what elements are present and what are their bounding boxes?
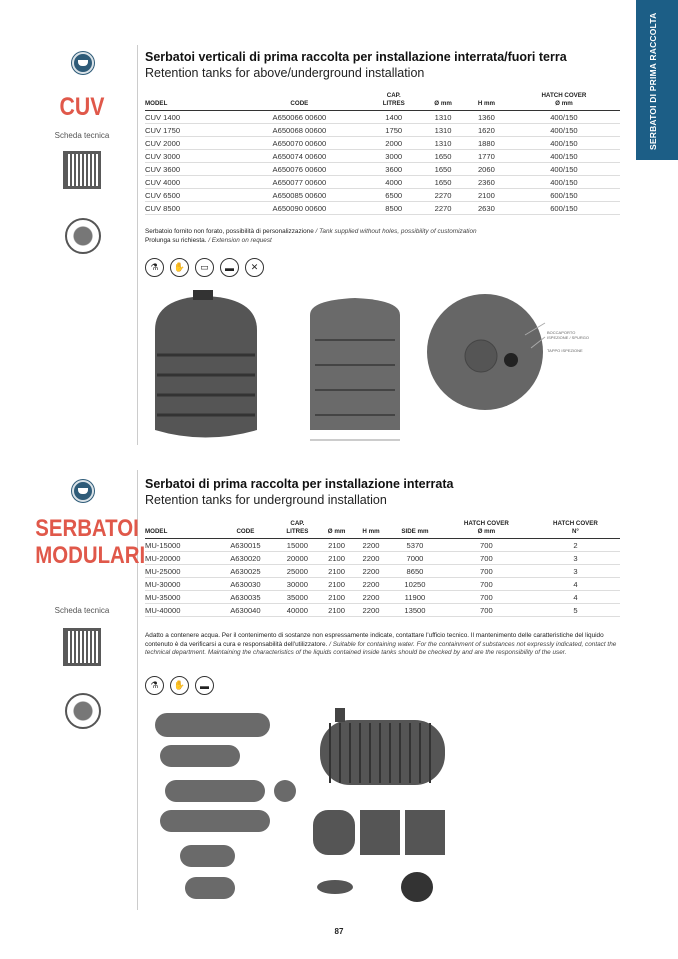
warranty-seal-icon <box>65 218 101 254</box>
column-header-text: CODE <box>236 528 255 535</box>
table-cell: CUV 8500 <box>145 202 232 215</box>
hand-icon: ✋ <box>170 676 189 695</box>
column-header <box>442 520 531 539</box>
table-cell: MU-40000 <box>145 604 215 617</box>
table-cell: CUV 1400 <box>145 111 232 124</box>
table-cell: A630015 <box>215 539 275 552</box>
table-cell: 1310 <box>421 137 465 150</box>
section-title: Serbatoi di prima raccolta per installazione interrata <box>145 477 454 491</box>
table-cell: 700 <box>442 604 531 617</box>
section-title: Serbatoi verticali di prima raccolta per installazione interrata/fuori terra <box>145 50 567 64</box>
column-header-text: LITRES <box>382 100 405 107</box>
column-header-text: Ø mm <box>327 528 346 535</box>
table-cell: 600/150 <box>508 189 620 202</box>
table-cell: 15000 <box>276 539 320 552</box>
table-cell: A630035 <box>215 591 275 604</box>
table-cell: CUV 6500 <box>145 189 232 202</box>
note-it: Serbatoio fornito non forato, possibilità di personalizzazione <box>145 228 314 235</box>
table-cell: MU-15000 <box>145 539 215 552</box>
no-stacking-icon: ✕ <box>245 258 264 277</box>
table-cell: 35000 <box>276 591 320 604</box>
table-cell: 5370 <box>388 539 442 552</box>
table-cell: 6500 <box>366 189 421 202</box>
table-cell: CUV 3600 <box>145 163 232 176</box>
table-cell: A630025 <box>215 565 275 578</box>
column-header-text: MODEL <box>145 100 168 107</box>
table-cell: 1880 <box>465 137 508 150</box>
column-header <box>531 520 620 539</box>
cuv-spec-table <box>145 92 620 215</box>
table-cell: 30000 <box>276 578 320 591</box>
divider <box>137 45 138 445</box>
table-cell: 1620 <box>465 124 508 137</box>
table-cell: 7000 <box>388 552 442 565</box>
column-header <box>232 92 366 111</box>
table-cell: A650090 00600 <box>232 202 366 215</box>
table-cell: A650077 00600 <box>232 176 366 189</box>
callout-label: BOCCAPORTO ISPEZIONE / SPURGO <box>547 330 590 340</box>
column-header <box>366 92 421 111</box>
table-cell: 2360 <box>465 176 508 189</box>
table-cell: 1360 <box>465 111 508 124</box>
column-header <box>319 520 354 539</box>
table-cell: 10250 <box>388 578 442 591</box>
tank-category-icon <box>72 52 94 74</box>
table-cell: 1770 <box>465 150 508 163</box>
table-cell: 400/150 <box>508 176 620 189</box>
table-cell: 5 <box>531 604 620 617</box>
feature-icons <box>145 258 264 277</box>
table-cell: MU-30000 <box>145 578 215 591</box>
tank-photo <box>155 290 257 438</box>
note-en: / Tank supplied without holes, possibility of customization <box>313 228 477 235</box>
table-row <box>145 604 620 617</box>
buried-tank-icon: ▬ <box>220 258 239 277</box>
column-header-text: H mm <box>362 528 380 535</box>
column-header-text: SIDE mm <box>401 528 429 535</box>
table-cell: 2100 <box>319 578 354 591</box>
table-cell: 2060 <box>465 163 508 176</box>
buried-tank-icon: ▬ <box>195 676 214 695</box>
table-cell: A650085 00600 <box>232 189 366 202</box>
table-cell: 2270 <box>421 202 465 215</box>
table-cell: 1310 <box>421 111 465 124</box>
tank-drawing <box>310 298 400 440</box>
tank-top-view <box>427 294 543 410</box>
table-cell: 1650 <box>421 163 465 176</box>
table-cell: 2200 <box>354 552 388 565</box>
table-cell: 4 <box>531 578 620 591</box>
table-cell: 40000 <box>276 604 320 617</box>
table-cell: 2270 <box>421 189 465 202</box>
table-cell: 4 <box>531 591 620 604</box>
table-cell: 2200 <box>354 539 388 552</box>
table-cell: 2100 <box>465 189 508 202</box>
datasheet-label: Scheda tecnica <box>54 606 110 615</box>
table-row <box>145 565 620 578</box>
table-cell: CUV 2000 <box>145 137 232 150</box>
module-parts <box>313 810 445 902</box>
column-header <box>354 520 388 539</box>
table-cell: CUV 1750 <box>145 124 232 137</box>
product-name: CUV <box>59 93 105 121</box>
table-cell: 400/150 <box>508 124 620 137</box>
modular-notes <box>145 632 620 658</box>
modular-tank-images <box>145 705 620 910</box>
table-cell: 2100 <box>319 539 354 552</box>
table-cell: 1650 <box>421 176 465 189</box>
table-cell: 2100 <box>319 604 354 617</box>
note-en: / Extension on request <box>206 236 272 244</box>
table-cell: 600/150 <box>508 202 620 215</box>
table-cell: 700 <box>442 591 531 604</box>
column-header <box>276 520 320 539</box>
column-header-text: Ø mm <box>477 528 496 535</box>
table-cell: 3600 <box>366 163 421 176</box>
table-cell: 2000 <box>366 137 421 150</box>
table-cell: 2200 <box>354 591 388 604</box>
qr-code[interactable] <box>63 151 101 189</box>
modular-tank-photo <box>320 708 445 785</box>
table-cell: 8650 <box>388 565 442 578</box>
column-header-text: Ø mm <box>434 100 452 107</box>
column-header-text: Ø mm <box>555 100 573 107</box>
product-name <box>35 515 146 569</box>
tank-category-icon <box>72 480 94 502</box>
table-row <box>145 163 620 176</box>
table-row <box>145 176 620 189</box>
table-cell: 13500 <box>388 604 442 617</box>
warranty-seal-icon <box>65 693 101 729</box>
table-row <box>145 202 620 215</box>
table-cell: A650068 00600 <box>232 124 366 137</box>
table-row <box>145 591 620 604</box>
table-cell: 700 <box>442 539 531 552</box>
section-subtitle: Retention tanks for above/underground installation <box>145 66 425 80</box>
feature-icons <box>145 676 214 695</box>
table-row <box>145 111 620 124</box>
tank-icon: ▭ <box>195 258 214 277</box>
table-cell: 1750 <box>366 124 421 137</box>
table-cell: A650074 00600 <box>232 150 366 163</box>
table-cell: A630020 <box>215 552 275 565</box>
table-cell: 2200 <box>354 578 388 591</box>
column-header-text: HATCH COVER <box>552 520 598 527</box>
callout-label: TAPPO ISPEZIONE <box>547 348 583 353</box>
table-cell: 700 <box>442 578 531 591</box>
column-header-text: N° <box>571 528 579 535</box>
qr-code[interactable] <box>63 628 101 666</box>
table-row <box>145 539 620 552</box>
table-cell: 20000 <box>276 552 320 565</box>
table-cell: 1310 <box>421 124 465 137</box>
table-cell: 400/150 <box>508 137 620 150</box>
column-header-text: LITRES <box>286 528 309 535</box>
table-cell: 700 <box>442 565 531 578</box>
table-cell: 2 <box>531 539 620 552</box>
column-header-text: HATCH COVER <box>463 520 509 527</box>
cuv-tank-images <box>145 290 620 450</box>
table-cell: 3 <box>531 565 620 578</box>
table-row <box>145 578 620 591</box>
product-name-line: MODULARI <box>35 542 146 569</box>
page-number: 87 <box>334 927 344 936</box>
table-cell: 400/150 <box>508 163 620 176</box>
table-cell: 1400 <box>366 111 421 124</box>
column-header-text: CAP. <box>290 520 305 527</box>
column-header <box>215 520 275 539</box>
cuv-notes <box>145 228 620 245</box>
table-cell: 2200 <box>354 565 388 578</box>
column-header <box>465 92 508 111</box>
table-cell: 3 <box>531 552 620 565</box>
tank-size-drawings <box>155 713 296 899</box>
table-cell: 2630 <box>465 202 508 215</box>
flask-icon: ⚗ <box>145 258 164 277</box>
flask-icon: ⚗ <box>145 676 164 695</box>
column-header <box>145 92 232 111</box>
table-cell: A650076 00600 <box>232 163 366 176</box>
section-subtitle: Retention tanks for underground installation <box>145 493 387 507</box>
table-cell: CUV 3000 <box>145 150 232 163</box>
table-cell: 11900 <box>388 591 442 604</box>
table-row <box>145 552 620 565</box>
section-side-tab <box>636 0 678 160</box>
table-cell: 2100 <box>319 552 354 565</box>
table-cell: A650070 00600 <box>232 137 366 150</box>
modular-spec-table <box>145 520 620 617</box>
column-header <box>145 520 215 539</box>
column-header-text: MODEL <box>145 528 168 535</box>
column-header-text: CAP. <box>386 92 401 99</box>
table-cell: CUV 4000 <box>145 176 232 189</box>
table-row <box>145 124 620 137</box>
table-cell: 400/150 <box>508 111 620 124</box>
table-cell: MU-35000 <box>145 591 215 604</box>
table-row <box>145 150 620 163</box>
table-row <box>145 189 620 202</box>
table-cell: 2100 <box>319 591 354 604</box>
note-en: / Suitable for containing water. For the containment of substances not expressly indicated, contact the technical department. Maintaining the characteristics of the liquids contained inside tanks should be checked by and are the responsibility of the user. <box>145 640 617 656</box>
datasheet-label: Scheda tecnica <box>54 131 110 140</box>
table-cell: 2200 <box>354 604 388 617</box>
column-header-text: H mm <box>477 100 496 107</box>
table-cell: A650066 00600 <box>232 111 366 124</box>
product-name-line: SERBATOI <box>35 515 139 542</box>
note-it: Adatto a contenere acqua. Per il contenimento di sostanze non espressamente indicate, contattare l'ufficio tecnico. Il mantenimento delle caratteristiche del liquido contenuto è da verificarsi a cura e responsabilità dell'utilizzatore. <box>145 632 604 648</box>
table-row <box>145 137 620 150</box>
hand-icon: ✋ <box>170 258 189 277</box>
table-cell: 2100 <box>319 565 354 578</box>
table-cell: 25000 <box>276 565 320 578</box>
column-header-text: CODE <box>290 100 309 107</box>
table-cell: 3000 <box>366 150 421 163</box>
table-cell: MU-25000 <box>145 565 215 578</box>
table-cell: A630030 <box>215 578 275 591</box>
table-cell: 1650 <box>421 150 465 163</box>
table-cell: A630040 <box>215 604 275 617</box>
column-header <box>508 92 620 111</box>
table-cell: 4000 <box>366 176 421 189</box>
table-cell: 400/150 <box>508 150 620 163</box>
side-tab-label: SERBATOI DI PRIMA RACCOLTA <box>648 12 658 150</box>
note-it: Prolunga su richiesta. <box>145 236 207 244</box>
column-header <box>421 92 465 111</box>
table-cell: MU-20000 <box>145 552 215 565</box>
column-header-text: HATCH COVER <box>541 92 587 99</box>
table-cell: 700 <box>442 552 531 565</box>
table-cell: 8500 <box>366 202 421 215</box>
column-header <box>388 520 442 539</box>
